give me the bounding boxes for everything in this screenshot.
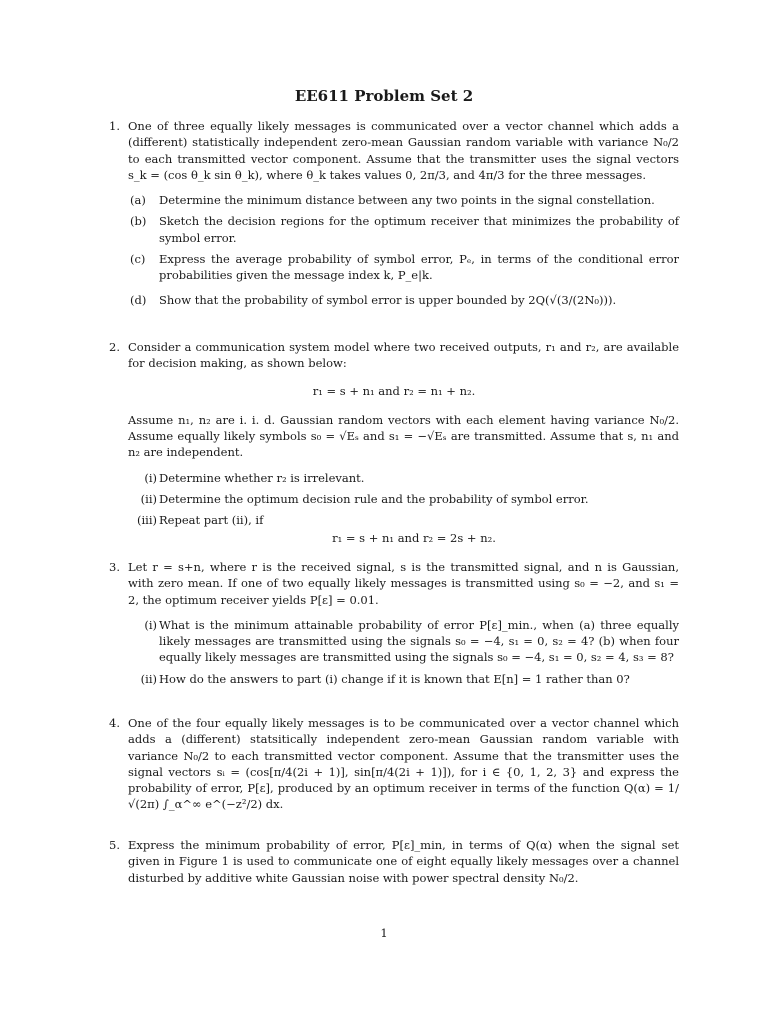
subpart xyxy=(140,671,679,687)
subpart-text: How do the answers to part (i) change if it is known that E[n] = 1 rather than 0? xyxy=(159,671,630,686)
subpart-label: (b) xyxy=(130,214,147,229)
subpart-label: (c) xyxy=(130,252,146,267)
problem-text: Express the minimum probability of error, P[ε]_min, in terms of Q(α) when the signal set given in Figure 1 is used to communicate one of eight equally likely messages over a channel disturbed by additive white Gaussian noise with power spectral density N₀/2. xyxy=(128,838,679,885)
problem-number: 1. xyxy=(109,119,120,133)
subpart-label: (d) xyxy=(130,292,147,307)
subpart-text: Sketch the decision regions for the optimum receiver that minimizes the probability of symbol error. xyxy=(159,214,679,245)
problem-text-continued: Assume n₁, n₂ are i. i. d. Gaussian random vectors with each element having variance N₀/2. Assume equally likely symbols s₀ = √Eₛ and s₁ = −√Eₛ are transmitted. Assume that s, n₁ and n₂ are independent. xyxy=(128,412,679,460)
subpart-text: Show that the probability of symbol error is upper bounded by 2Q(√(3/(2N₀))). xyxy=(159,292,617,307)
document-title: EE611 Problem Set 2 xyxy=(294,87,474,105)
problem-1 xyxy=(109,118,679,308)
subpart xyxy=(130,192,679,208)
subpart-label: (iii) xyxy=(136,513,157,528)
subpart-label: (i) xyxy=(144,470,157,485)
problem-5 xyxy=(109,837,679,886)
subpart xyxy=(130,251,679,284)
subpart xyxy=(130,213,679,246)
subpart-text: Express the average probability of symbol error, Pₑ, in terms of the conditional error probabilities given the message index k, P_e|k. xyxy=(159,252,679,283)
problem-3 xyxy=(109,559,679,687)
subpart xyxy=(136,512,679,528)
problem-text: Let r = s+n, where r is the received signal, s is the transmitted signal, and n is Gaussian, with zero mean. If one of two equally likely messages is transmitted using s₀ = −2, and s₁ = 2, the optimum receiver yields P[ε] = 0.01. xyxy=(128,560,679,607)
subpart-text: Repeat part (ii), if xyxy=(159,513,264,528)
subpart-text: What is the minimum attainable probability of error P[ε]_min., when (a) three equally likely messages are transmitted using the signals s₀ = −4, s₁ = 0, s₂ = 4? (b) when four equally likely messages are transmitted using the signals s₀ = −4, s₁ = 0, s₂ = 4, s₃ = 8? xyxy=(159,617,679,665)
subpart-label: (ii) xyxy=(140,492,157,507)
subpart-label: (a) xyxy=(130,193,146,208)
problem-2 xyxy=(109,339,679,546)
problem-number: 5. xyxy=(109,838,120,852)
display-equation: r₁ = s + n₁ and r₂ = n₁ + n₂. xyxy=(312,383,476,398)
subpart-label: (ii) xyxy=(140,671,157,686)
subpart xyxy=(144,470,679,486)
problem-number: 3. xyxy=(109,560,120,574)
problem-text: One of the four equally likely messages is to be communicated over a vector channel which adds a (different) statsitically independent zero-mean Gaussian random variable with variance N₀/2 to each transmitted vector component. Assume that the transmitter uses the signal vectors sᵢ = (cos[π/4(2i + 1)], sin[π/4(2i + 1)]), for i ∈ {0, 1, 2, 3} and express the probability of error, P[ε], produced by an optimum receiver in terms of the function Q(α) = 1/√(2π) ∫_α^∞ e^(−z²/2) dx. xyxy=(128,716,679,812)
display-equation: r₁ = s + n₁ and r₂ = 2s + n₂. xyxy=(332,530,496,545)
subpart-text: Determine the optimum decision rule and the probability of symbol error. xyxy=(159,492,589,507)
problem-number: 4. xyxy=(109,716,120,730)
problem-4 xyxy=(109,715,679,813)
subpart-text: Determine the minimum distance between any two points in the signal constellation. xyxy=(159,193,655,208)
subpart xyxy=(144,617,679,666)
problem-text: Consider a communication system model where two received outputs, r₁ and r₂, are available for decision making, as shown below: xyxy=(128,340,679,371)
problem-text: One of three equally likely messages is communicated over a vector channel which adds a (different) statistically independent zero-mean Gaussian random variable with variance N₀/2 to each transmitted vector component. Assume that the transmitter uses the signal vectors s_k = (cos θ_k sin θ_k), where θ_k takes values 0, 2π/3, and 4π/3 for the three messages. xyxy=(128,119,679,182)
subpart xyxy=(130,292,679,308)
page-number: 1 xyxy=(380,926,388,940)
subpart xyxy=(140,491,679,507)
subpart-text: Determine whether r₂ is irrelevant. xyxy=(159,470,365,485)
problem-number: 2. xyxy=(109,340,120,354)
subpart-label: (i) xyxy=(144,617,157,632)
